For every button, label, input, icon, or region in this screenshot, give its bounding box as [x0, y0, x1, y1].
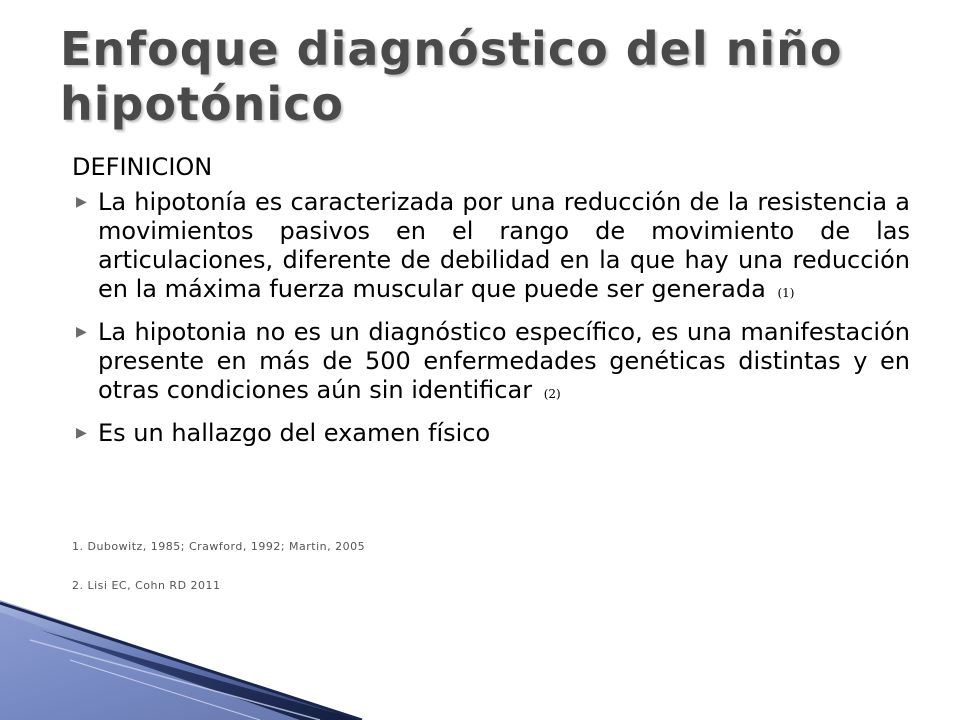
- section-heading: DEFINICION: [72, 153, 213, 181]
- bullet-text: La hipotonía es caracterizada por una reducción de la resistencia a movimientos pasivos en el rango de movimiento de las articulaciones, diferente de debilidad en la que hay una reducción en la máxima fuerza muscular que puede ser generada: [98, 188, 910, 303]
- reference-marker: (1): [777, 286, 795, 300]
- slide-title: Enfoque diagnóstico del niño hipotónico: [60, 22, 843, 131]
- footnote: 1. Dubowitz, 1985; Crawford, 1992; Martin, 2005: [72, 540, 366, 553]
- bullet-text: La hipotonia no es un diagnóstico específico, es una manifestación presente en más de 500 enfermedades genéticas distintas y en otras condiciones aún sin identificar: [98, 318, 910, 404]
- footnote: 2. Lisi EC, Cohn RD 2011: [72, 579, 221, 592]
- triangle-right-icon: ▶: [76, 194, 87, 210]
- bullet-text: Es un hallazgo del examen físico: [98, 419, 491, 447]
- triangle-right-icon: ▶: [76, 324, 87, 340]
- reference-marker: (2): [543, 387, 561, 401]
- triangle-right-icon: ▶: [76, 425, 87, 441]
